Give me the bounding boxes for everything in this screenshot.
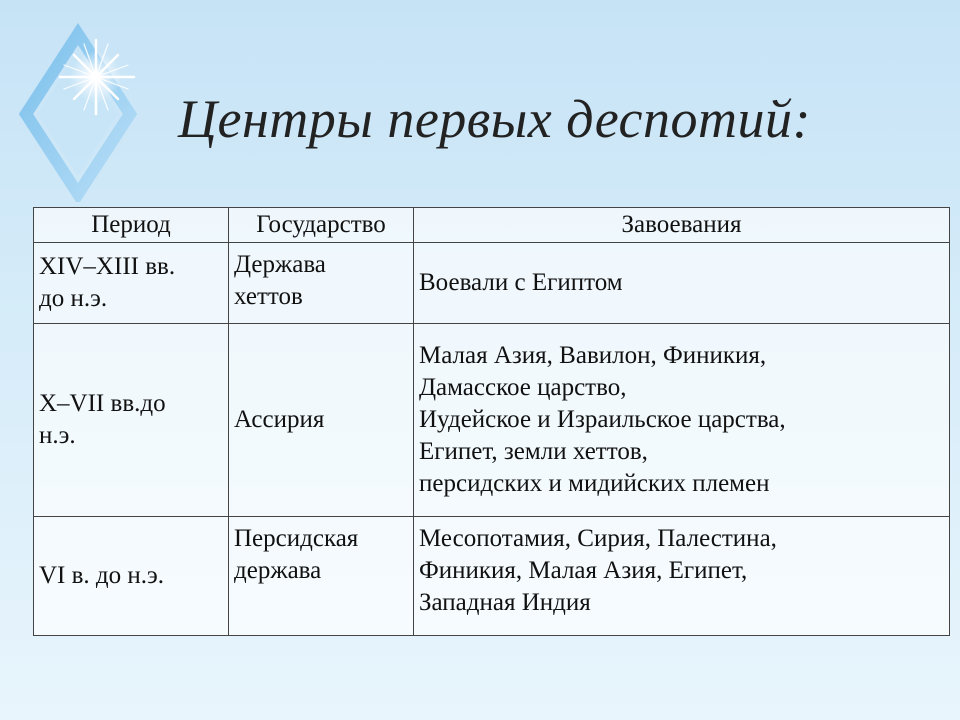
state-cell [229,517,414,636]
table-header-row [34,208,950,243]
period-line: XIV–XIII вв. [39,253,176,280]
despotisms-table [33,207,950,636]
conquests-cell [414,243,950,324]
page-title: Центры первых деспотий: [178,89,811,149]
conquest-line: Западная Индия [419,589,591,616]
header-period: Период [34,208,229,243]
conquest-line: Воевали с Египтом [419,269,623,296]
period-line: до н.э. [39,285,108,312]
period-line: X–VII вв.до [39,390,166,417]
state-cell [229,324,414,517]
period-line: н.э. [39,422,76,449]
state-line: Держава [234,251,326,278]
conquest-line: Дамасское царство, [419,374,627,401]
conquest-line: Финикия, Малая Азия, Египет, [419,557,748,584]
state-line: Персидская [234,525,359,552]
period-line: VI в. до н.э. [39,562,165,589]
state-line: хеттов [234,283,303,310]
period-cell [34,324,229,517]
period-cell [34,243,229,324]
table-row [34,324,950,517]
conquest-line: персидских и мидийских племен [419,470,770,497]
period-cell [34,517,229,636]
state-cell [229,243,414,324]
conquest-line: Египет, земли хеттов, [419,438,648,465]
conquest-line: Малая Азия, Вавилон, Финикия, [419,342,767,369]
conquests-cell [414,324,950,517]
state-line: Ассирия [234,406,325,433]
header-conquests: Завоевания [414,208,950,243]
state-line: держава [234,557,322,584]
table-row [34,243,950,324]
header-state: Государство [229,208,414,243]
table-row [34,517,950,636]
conquests-cell [414,517,950,636]
diamond-star-logo [18,22,158,202]
conquest-line: Иудейское и Израильское царства, [419,406,786,433]
conquest-line: Месопотамия, Сирия, Палестина, [419,525,777,552]
